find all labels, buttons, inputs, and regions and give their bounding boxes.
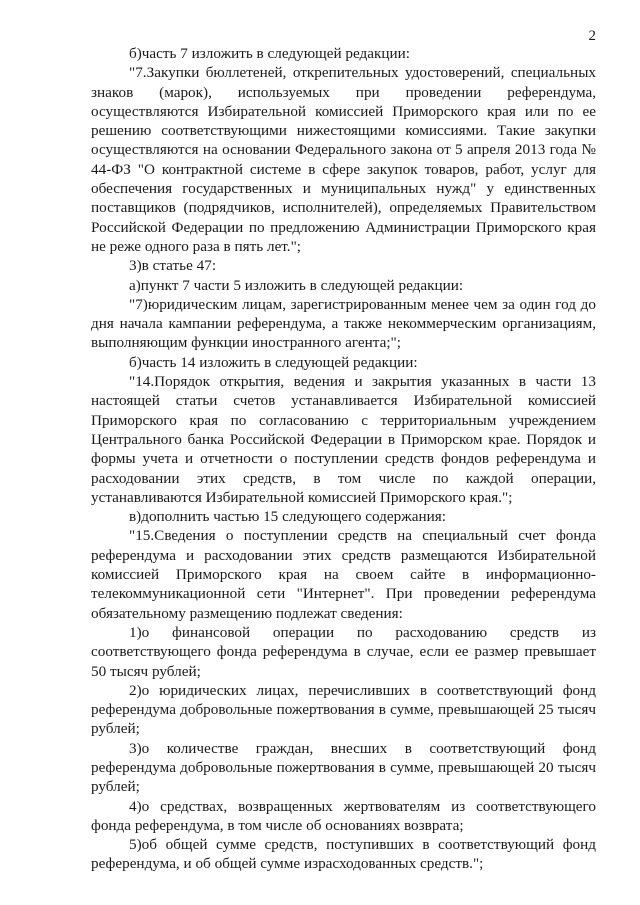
paragraph-part14-text: "14.Порядок открытия, ведения и закрытия указанных в части 13 настоящей статьи счетов устанавливается Избирательной комиссией Приморского края по согласованию с территориальным учреждением Центрального банка Российской Федерации в Приморском крае. Порядок и формы учета и отчетности о поступлении средств фондов референдума и расходовании этих средств, в том числе по каждой операции, устанавливаются Избирательной комиссией Приморского края."; bbox=[91, 373, 596, 506]
document-body bbox=[91, 44, 596, 874]
paragraph-part15-heading: в)дополнить частью 15 следующего содержания: bbox=[129, 508, 446, 526]
list-item: 1)о финансовой операции по расходованию средств из соответствующего фонда референдума в случае, если ее размер превышает 50 тысяч рублей; bbox=[91, 623, 596, 680]
paragraph-part14-heading: б)часть 14 изложить в следующей редакции: bbox=[129, 353, 418, 371]
list-item: 5)об общей сумме средств, поступивших в соответствующий фонд референдума, и об общей сумме израсходованных средств."; bbox=[91, 836, 596, 873]
paragraph-item7-text: "7)юридическим лицам, зарегистрированным менее чем за один год до дня начала кампании референдума, а также некоммерческим организациям, выполняющим функции иностранного агента;"; bbox=[91, 295, 596, 352]
paragraph-part7-text: "7.Закупки бюллетеней, открепительных удостоверений, специальных знаков (марок), используемых при проведении референдума, осуществляются Избирательной комиссией Приморского края или по ее решению соответствующими нижестоящими комиссиями. Такие закупки осуществляются на основании Федерального закона от 5 апреля 2013 года № 44-ФЗ "О контрактной системе в сфере закупок товаров, работ, услуг для обеспечения государственных и муниципальных нужд" у единственных поставщиков (подрядчиков, исполнителей), определяемых Правительством Российской Федерации по предложению Администрации Приморского края не реже одного раза в пять лет."; bbox=[91, 64, 596, 255]
paragraph-part15-text: "15.Сведения о поступлении средств на специальный счет фонда референдума и расходовании этих средств размещаются Избирательной комиссией Приморского края на своем сайте в информационно-телекоммуникационной сети "Интернет". При проведении референдума обязательному размещению подлежат сведения: bbox=[91, 527, 596, 622]
paragraph-item7-heading: а)пункт 7 части 5 изложить в следующей редакции: bbox=[129, 276, 464, 294]
list-item: 2)о юридических лицах, перечисливших в соответствующий фонд референдума добровольные пожертвования в сумме, превышающей 25 тысяч рублей; bbox=[91, 681, 596, 738]
list-item: 3)о количестве граждан, внесших в соответствующий фонд референдума добровольные пожертвования в сумме, превышающей 20 тысяч рублей; bbox=[91, 739, 596, 796]
paragraph-article47-heading: 3)в статье 47: bbox=[129, 257, 217, 275]
paragraph-part7-heading: б)часть 7 изложить в следующей редакции: bbox=[129, 45, 410, 62]
list-item: 4)о средствах, возвращенных жертвователям из соответствующего фонда референдума, в том числе об основаниях возврата; bbox=[91, 797, 596, 834]
page-number: 2 bbox=[588, 28, 596, 44]
